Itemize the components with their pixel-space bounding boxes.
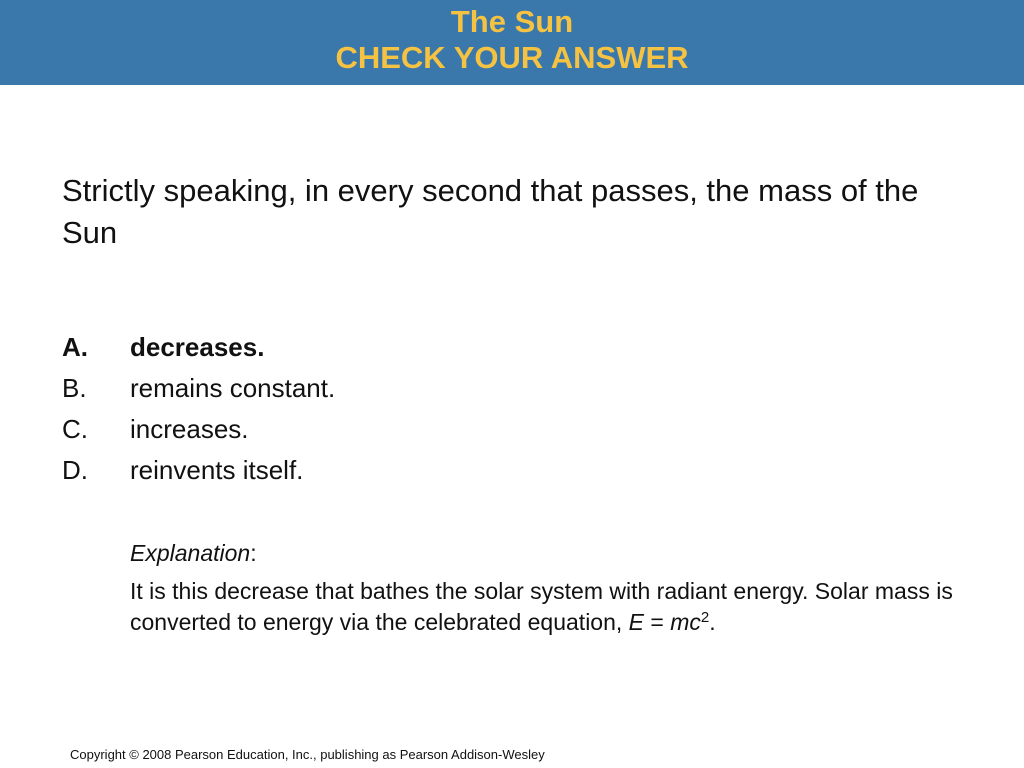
equation-mass-light: mc	[670, 609, 701, 635]
answer-letter: A.	[62, 332, 88, 362]
answer-option-d	[62, 450, 962, 491]
answer-text: remains constant.	[130, 373, 336, 403]
answer-letter: C.	[62, 414, 88, 444]
slide-title: The Sun	[450, 4, 574, 39]
answer-option-a	[62, 327, 962, 368]
explanation-heading	[130, 538, 980, 569]
answer-text: reinvents itself.	[130, 455, 304, 485]
answer-text: increases.	[130, 414, 249, 444]
question-text: Strictly speaking, in every second that passes, the mass of the Sun	[62, 173, 919, 250]
answer-option-b	[62, 368, 962, 409]
slide-header	[0, 0, 1024, 85]
equation-period: .	[709, 609, 716, 635]
explanation-body: It is this decrease that bathes the solar system with radiant energy. Solar mass is converted to energy via the celebrated equation,	[130, 578, 953, 635]
copyright-footer: Copyright © 2008 Pearson Education, Inc., publishing as Pearson Addison-Wesley	[70, 747, 545, 762]
answer-option-c	[62, 409, 962, 450]
explanation-label-colon: :	[250, 540, 257, 566]
equation-equals: =	[644, 609, 671, 635]
answer-letter: D.	[62, 455, 88, 485]
equation-exponent: 2	[700, 609, 710, 626]
answer-letter: B.	[62, 373, 87, 403]
answer-list	[62, 327, 962, 491]
explanation-block	[130, 538, 980, 638]
explanation-label: Explanation	[130, 540, 251, 566]
slide-subtitle: CHECK YOUR ANSWER	[335, 40, 689, 75]
equation-energy: E	[628, 609, 645, 635]
explanation-text	[130, 576, 980, 638]
answer-text: decreases.	[130, 332, 265, 362]
